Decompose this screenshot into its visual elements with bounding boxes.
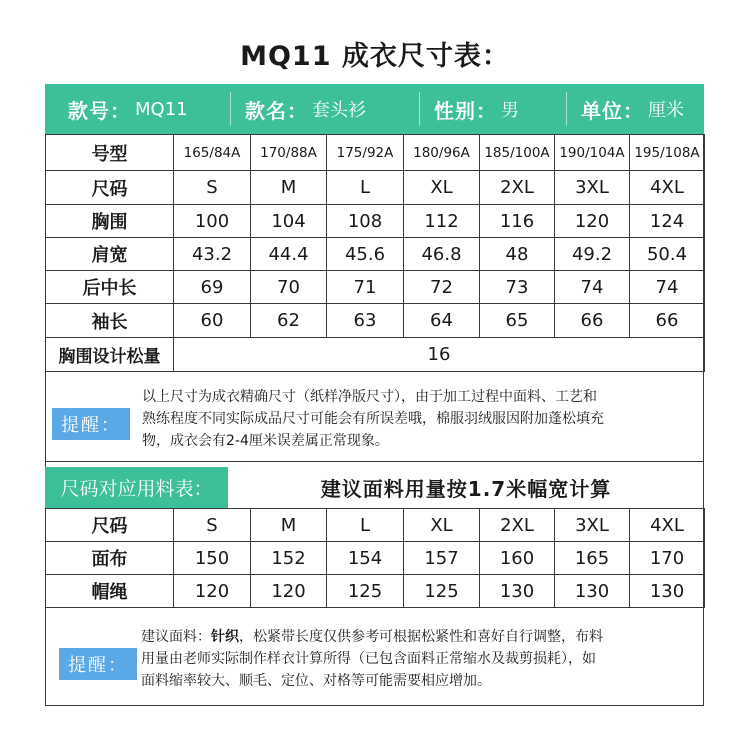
table-cell: M <box>251 509 327 542</box>
table-cell: 50.4 <box>630 238 705 271</box>
table-cell: XL <box>404 171 480 205</box>
info-header <box>45 84 704 134</box>
row-label: 后中长 <box>46 271 174 304</box>
table-cell: 120 <box>174 575 251 608</box>
table-cell: 160 <box>480 542 555 575</box>
row-label: 尺码 <box>46 509 174 542</box>
table-cell: 74 <box>630 271 705 304</box>
style-no-value: MQ11 <box>135 98 188 120</box>
gender-cell <box>420 84 566 134</box>
table-cell: 43.2 <box>174 238 251 271</box>
table-row <box>46 238 705 271</box>
reminder-line: 熟练程度不同实际成品尺寸可能会有所误差哦，棉服羽绒服因附加蓬松填充 <box>142 411 604 427</box>
table-row <box>46 171 705 205</box>
table-cell: 4XL <box>630 509 705 542</box>
row-label: 尺码 <box>46 171 174 205</box>
table-cell: 46.8 <box>404 238 480 271</box>
fabric-suggest-label: 建议面料： <box>141 629 211 645</box>
note-box-1 <box>45 371 704 461</box>
table-cell: 100 <box>174 205 251 238</box>
table-cell: 2XL <box>480 509 555 542</box>
table-cell: 65 <box>480 304 555 338</box>
table-cell: 63 <box>327 304 404 338</box>
table-cell: 71 <box>327 271 404 304</box>
table-cell: 3XL <box>555 509 630 542</box>
table-cell: L <box>327 509 404 542</box>
table-cell: 70 <box>251 271 327 304</box>
style-no-cell <box>45 84 230 134</box>
table-cell: 190/104A <box>555 135 630 171</box>
gender-value: 男 <box>501 100 519 121</box>
reminder-line: 用量由老师实际制作样衣计算所得（已包含面料正常缩水及裁剪损耗），如 <box>141 651 596 667</box>
fabric-section-subtitle: 建议面料用量按1.7米幅宽计算 <box>320 477 612 501</box>
table-row <box>46 205 705 238</box>
table-cell: 180/96A <box>404 135 480 171</box>
table-row <box>46 338 705 372</box>
table-cell: 73 <box>480 271 555 304</box>
table-cell: 125 <box>404 575 480 608</box>
table-cell: M <box>251 171 327 205</box>
ease-value: 16 <box>174 338 705 372</box>
unit-value: 厘米 <box>648 100 684 121</box>
row-label: 胸围设计松量 <box>46 338 174 372</box>
table-cell: 116 <box>480 205 555 238</box>
table-cell: 64 <box>404 304 480 338</box>
row-label: 肩宽 <box>46 238 174 271</box>
table-row <box>46 304 705 338</box>
table-cell: 130 <box>555 575 630 608</box>
table-cell: 74 <box>555 271 630 304</box>
reminder-line: 面料缩率较大、顺毛、定位、对格等可能需要相应增加。 <box>141 673 491 689</box>
table-cell: 170/88A <box>251 135 327 171</box>
name-key: 款名： <box>245 98 308 123</box>
table-cell: 157 <box>404 542 480 575</box>
table-cell: 72 <box>404 271 480 304</box>
table-cell: 108 <box>327 205 404 238</box>
table-cell: 49.2 <box>555 238 630 271</box>
reminder-badge: 提醒： <box>52 408 130 440</box>
table-cell: 152 <box>251 542 327 575</box>
row-label: 面布 <box>46 542 174 575</box>
fabric-table <box>45 508 705 608</box>
table-cell: 112 <box>404 205 480 238</box>
table-cell: S <box>174 171 251 205</box>
table-cell: 69 <box>174 271 251 304</box>
table-cell: 195/108A <box>630 135 705 171</box>
table-row <box>46 509 705 542</box>
reminder-text <box>141 626 603 692</box>
reminder-line <box>141 626 603 648</box>
name-cell <box>231 84 419 134</box>
table-cell: 120 <box>555 205 630 238</box>
table-cell: 2XL <box>480 171 555 205</box>
fabric-type: 针织 <box>211 629 239 645</box>
row-label: 胸围 <box>46 205 174 238</box>
table-cell: 66 <box>555 304 630 338</box>
reminder-line: 以上尺寸为成衣精确尺寸（纸样净版尺寸），由于加工过程中面料、工艺和 <box>142 389 597 405</box>
table-cell: 165 <box>555 542 630 575</box>
table-cell: 150 <box>174 542 251 575</box>
fabric-section-header <box>45 467 704 508</box>
table-cell: 104 <box>251 205 327 238</box>
table-cell: 66 <box>630 304 705 338</box>
reminder-badge: 提醒： <box>59 648 137 680</box>
table-row <box>46 575 705 608</box>
table-cell: 185/100A <box>480 135 555 171</box>
table-cell: XL <box>404 509 480 542</box>
row-label: 帽绳 <box>46 575 174 608</box>
size-table <box>45 134 705 372</box>
table-cell: 130 <box>630 575 705 608</box>
row-label: 号型 <box>46 135 174 171</box>
table-row <box>46 135 705 171</box>
table-cell: 4XL <box>630 171 705 205</box>
reminder-line: 物，成衣会有2-4厘米误差属正常现象。 <box>142 433 389 449</box>
row-label: 袖长 <box>46 304 174 338</box>
style-no-key: 款号： <box>68 98 131 123</box>
unit-key: 单位： <box>581 98 644 123</box>
table-cell: 48 <box>480 238 555 271</box>
table-cell: 175/92A <box>327 135 404 171</box>
gender-key: 性别： <box>434 98 497 123</box>
table-cell: 165/84A <box>174 135 251 171</box>
note-box-2 <box>45 607 704 706</box>
table-cell: 44.4 <box>251 238 327 271</box>
table-cell: 45.6 <box>327 238 404 271</box>
reminder-text <box>142 386 604 452</box>
table-row <box>46 271 705 304</box>
fabric-section-tag: 尺码对应用料表： <box>45 467 228 508</box>
table-cell: 130 <box>480 575 555 608</box>
table-cell: S <box>174 509 251 542</box>
table-cell: 3XL <box>555 171 630 205</box>
table-cell: 60 <box>174 304 251 338</box>
reminder-line-rest: ，松紧带长度仅供参考可根据松紧性和喜好自行调整，布料 <box>239 629 603 645</box>
unit-cell <box>567 84 703 134</box>
table-row <box>46 542 705 575</box>
table-cell: 124 <box>630 205 705 238</box>
table-cell: 154 <box>327 542 404 575</box>
page-title: MQ11 成衣尺寸表： <box>240 41 510 72</box>
name-value: 套头衫 <box>312 100 366 121</box>
table-cell: L <box>327 171 404 205</box>
table-cell: 62 <box>251 304 327 338</box>
table-cell: 170 <box>630 542 705 575</box>
table-cell: 125 <box>327 575 404 608</box>
table-cell: 120 <box>251 575 327 608</box>
